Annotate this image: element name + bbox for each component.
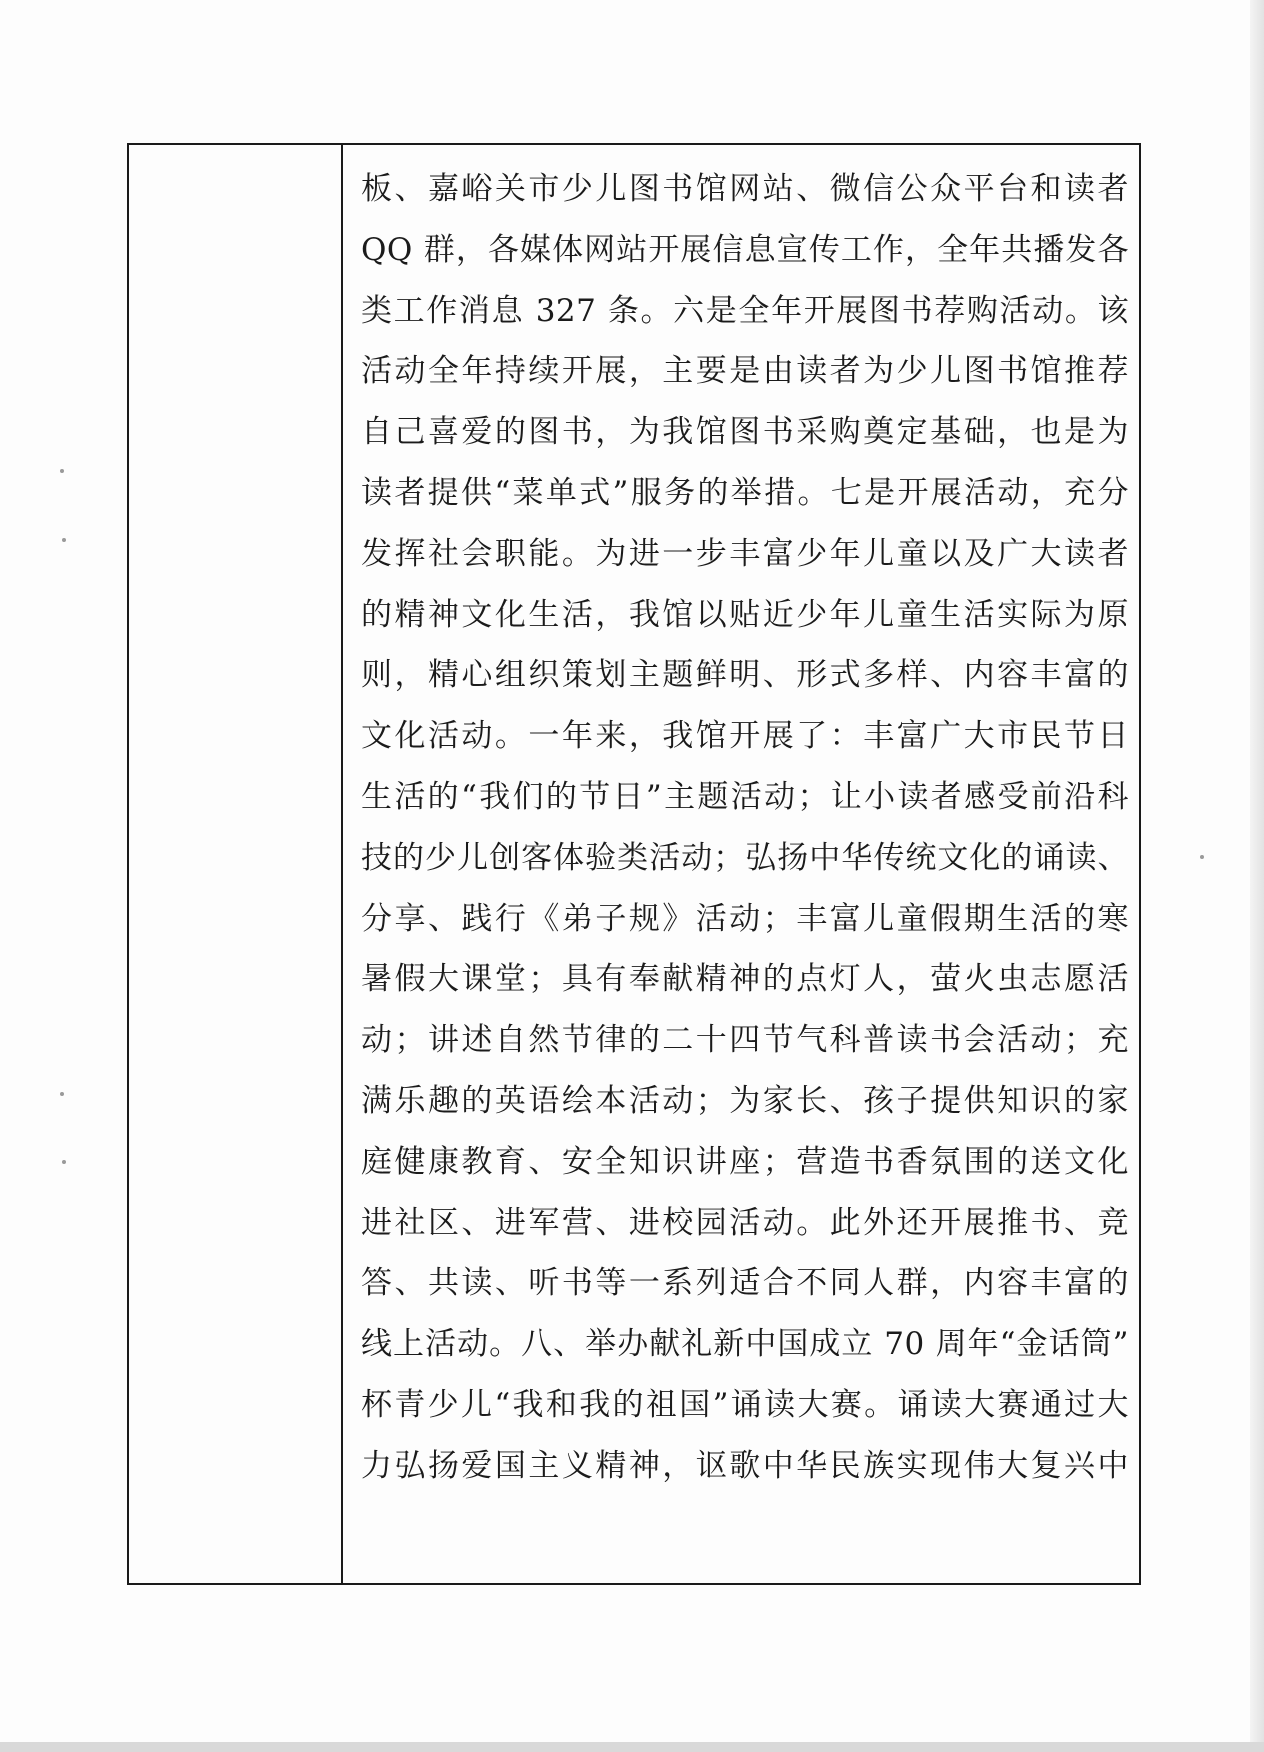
- body-text-line: 活动全年持续开展，主要是由读者为少儿图书馆推荐: [361, 353, 1129, 390]
- body-text-line: 力弘扬爱国主义精神，讴歌中华民族实现伟大复兴中: [361, 1447, 1129, 1484]
- body-text-line: 答、共读、听书等一系列适合不同人群，内容丰富的: [361, 1265, 1129, 1302]
- scan-speck: [60, 469, 64, 473]
- body-text-line: 满乐趣的英语绘本活动；为家长、孩子提供知识的家: [361, 1082, 1129, 1119]
- body-text-line: 读者提供“菜单式”服务的举措。七是开展活动，充分: [361, 474, 1129, 511]
- report-table: [127, 143, 1141, 1585]
- body-text-line: 动；讲述自然节律的二十四节气科普读书会活动；充: [361, 1022, 1129, 1059]
- body-text-line: 文化活动。一年来，我馆开展了：丰富广大市民节日: [361, 718, 1129, 755]
- scan-speck: [60, 1092, 64, 1096]
- scan-bottom-edge: [0, 1742, 1264, 1752]
- body-text-line: 线上活动。八、举办献礼新中国成立 70 周年“金话筒”: [361, 1326, 1129, 1363]
- body-text-line: 板、嘉峪关市少儿图书馆网站、微信公众平台和读者: [361, 171, 1129, 207]
- scan-speck: [62, 1160, 66, 1164]
- body-text-line: 进社区、进军营、进校园活动。此外还开展推书、竞: [361, 1204, 1129, 1241]
- body-text-line: 生活的“我们的节日”主题活动；让小读者感受前沿科: [361, 778, 1129, 815]
- body-text-line: 分享、践行《弟子规》活动；丰富儿童假期生活的寒: [361, 900, 1129, 937]
- body-text-line: 则，精心组织策划主题鲜明、形式多样、内容丰富的: [361, 657, 1129, 694]
- table-label-cell: [129, 145, 343, 1583]
- table-content-cell: [343, 145, 1139, 1583]
- scan-speck: [62, 538, 66, 542]
- body-text-line: 自己喜爱的图书，为我馆图书采购奠定基础，也是为: [361, 414, 1129, 451]
- body-text-line: 发挥社会职能。为进一步丰富少年儿童以及广大读者: [361, 535, 1129, 572]
- body-text-line: 的精神文化生活，我馆以贴近少年儿童生活实际为原: [361, 596, 1129, 633]
- body-text-line: 类工作消息 327 条。六是全年开展图书荐购活动。该: [361, 292, 1129, 329]
- body-text-line: 暑假大课堂；具有奉献精神的点灯人，萤火虫志愿活: [361, 961, 1129, 998]
- scan-edge-shadow: [1250, 0, 1264, 1752]
- body-text-line: 庭健康教育、安全知识讲座；营造书香氛围的送文化: [361, 1143, 1129, 1180]
- body-text-line: 杯青少儿“我和我的祖国”诵读大赛。诵读大赛通过大: [361, 1386, 1129, 1423]
- scan-speck: [1200, 855, 1204, 859]
- body-text-line: QQ 群，各媒体网站开展信息宣传工作，全年共播发各: [361, 231, 1129, 268]
- body-text-line: 技的少儿创客体验类活动；弘扬中华传统文化的诵读、: [361, 839, 1129, 876]
